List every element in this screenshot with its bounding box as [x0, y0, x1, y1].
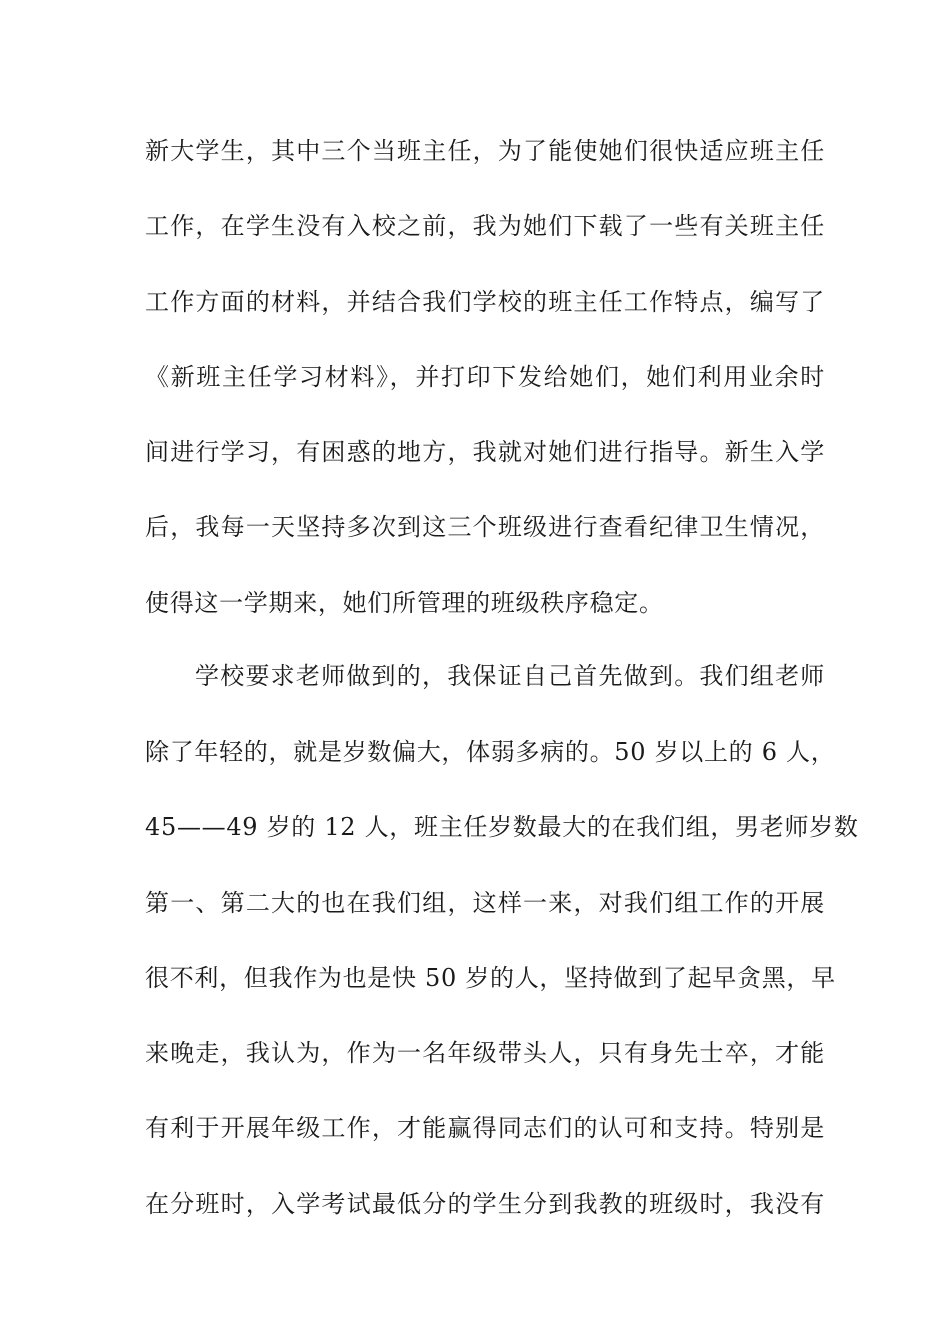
paragraph-line: 后，我每一天坚持多次到这三个班级进行查看纪律卫生情况，	[145, 513, 825, 541]
paragraph-line: 《新班主任学习材料》，并打印下发给她们，她们利用业余时	[145, 363, 825, 391]
paragraph-line: 间进行学习，有困惑的地方，我就对她们进行指导。新生入学	[145, 438, 825, 466]
paragraph-line: 有利于开展年级工作，才能赢得同志们的认可和支持。特别是	[145, 1114, 825, 1142]
paragraph-line: 很不利，但我作为也是快 50 岁的人，坚持做到了起早贪黑，早	[145, 964, 836, 992]
paragraph-line: 工作，在学生没有入校之前，我为她们下载了一些有关班主任	[145, 212, 825, 240]
paragraph-last-line: 使得这一学期来，她们所管理的班级秩序稳定。	[145, 589, 664, 617]
paragraph-line: 工作方面的材料，并结合我们学校的班主任工作特点，编写了	[145, 288, 825, 316]
paragraph-line: 第一、第二大的也在我们组，这样一来，对我们组工作的开展	[145, 889, 825, 917]
paragraph-line: 新大学生，其中三个当班主任，为了能使她们很快适应班主任	[145, 137, 825, 165]
paragraph-first-line: 学校要求老师做到的，我保证自己首先做到。我们组老师	[195, 662, 825, 690]
paragraph-line: 除了年轻的，就是岁数偏大，体弱多病的。50 岁以上的 6 人，	[145, 738, 836, 766]
paragraph-line: 在分班时，入学考试最低分的学生分到我教的班级时，我没有	[145, 1190, 825, 1218]
paragraph-line: 来晚走，我认为，作为一名年级带头人，只有身先士卒，才能	[145, 1039, 825, 1067]
paragraph-line: 45——49 岁的 12 人，班主任岁数最大的在我们组，男老师岁数	[145, 813, 859, 841]
